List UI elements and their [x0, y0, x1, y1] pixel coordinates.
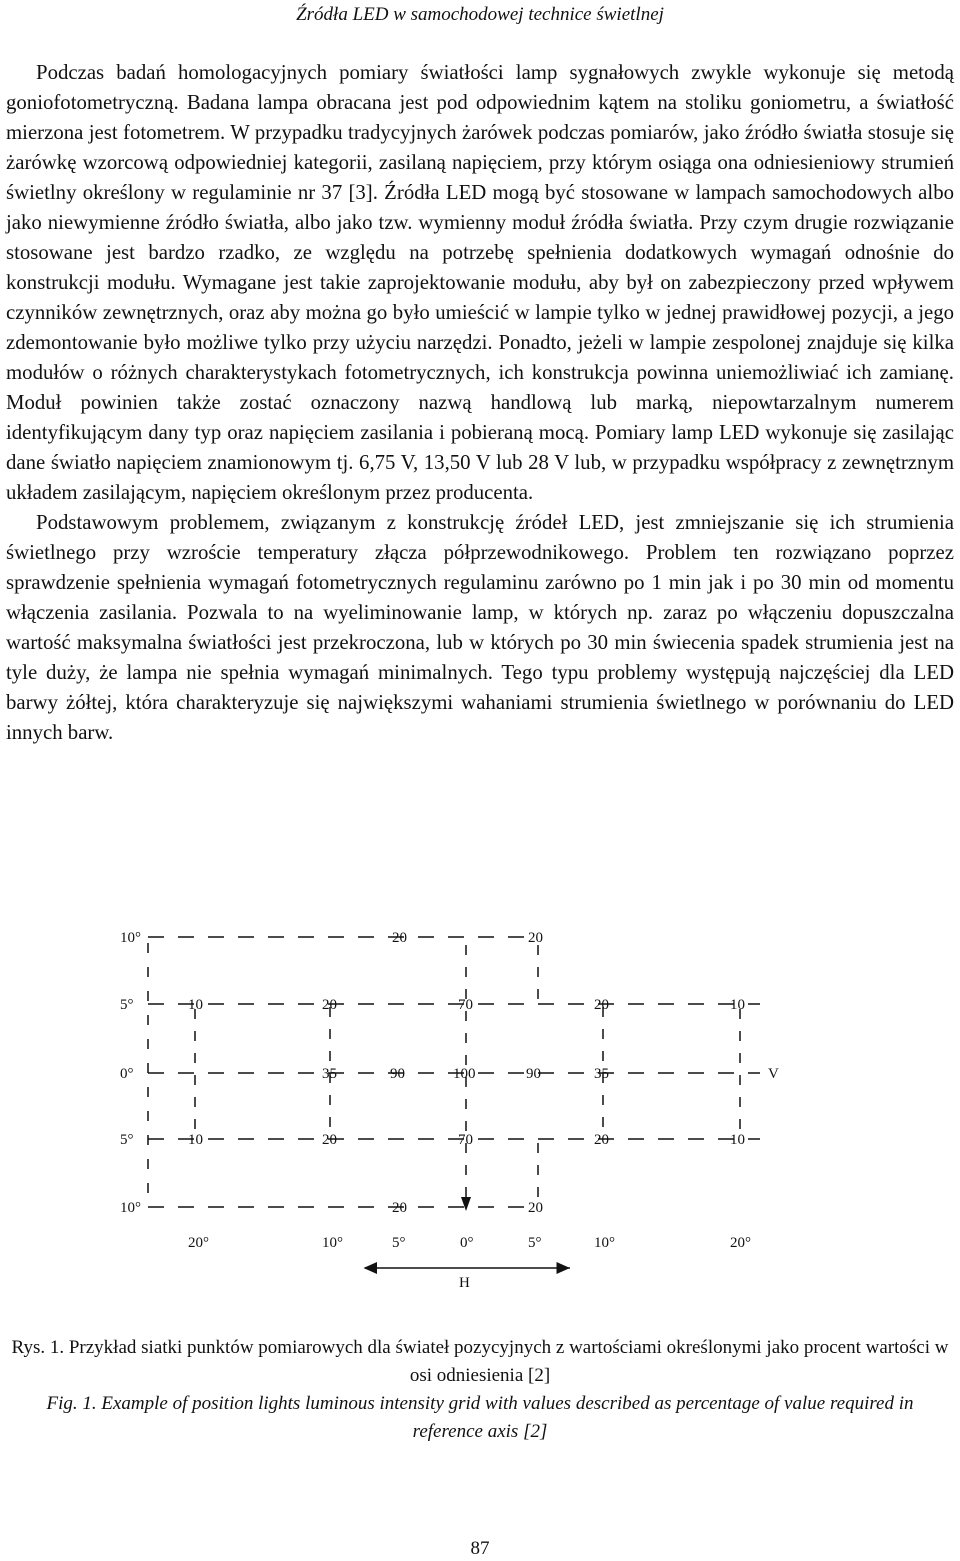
caption-polish: Rys. 1. Przykład siatki punktów pomiarowych dla świateł pozycyjnych z wartościami określonymi jako procent wartości w osi odniesienia [2]	[11, 1337, 949, 1386]
grid-value: 10	[188, 1132, 203, 1148]
v-axis-arrowhead	[461, 1197, 471, 1211]
paragraph-1: Podczas badań homologacyjnych pomiary światłości lamp sygnałowych zwykle wykonuje się metodą goniofotometryczną. Badana lampa obracana jest pod odpowiednim kątem na stoliku goniometru, a światłość mierzona jest fotometrem. W przypadku tradycyjnych żarówek podczas pomiarów, jako źródło światła stosuje się żarówkę wzorcową odpowiedniej kategorii, zasilaną napięciem, przy którym osiąga ona odniesieniowy strumień świetlny określony w regulaminie nr 37 [3]. Źródła LED mogą być stosowane w lampach samochodowych albo jako niewymienne źródło światła, albo jako tzw. wymienny moduł źródła światła. Przy czym drugie rozwiązanie stosowane jest bardzo rzadko, ze względu na potrzebę spełnienia dodatkowych wymagań odnośnie do konstrukcji modułu. Wymagane jest takie zaprojektowanie modułu, aby był on zabezpieczony przed wpływem czynników zewnętrznych, oraz aby można go było umieścić w lampie tylko w jednej prawidłowej pozycji, a jego zdemontowanie było możliwe tylko przy użyciu narzędzi. Ponadto, jeżeli w lampie zespolonej znajduje się kilka modułów o różnych charakterystykach fotometrycznych, ich konstrukcja powinna uniemożliwiać ich zamianę. Moduł powinien także zostać oznaczony nazwą handlową lub marką, niepowtarzalnym numerem identyfikującym dany typ oraz napięciem zasilania i pobieraną mocą. Pomiary lamp LED wykonuje się zasilając dane światło napięciem znamionowym tj. 6,75 V, 13,50 V lub 28 V lub, w przypadku współpracy z zewnętrznym układem zasilającym, napięciem określonym przez producenta.	[6, 61, 954, 504]
grid-value: 100	[453, 1066, 476, 1082]
article-body	[6, 58, 954, 748]
h-axis-label: H	[459, 1275, 470, 1291]
paragraph-2: Podstawowym problemem, związanym z konstrukcję źródeł LED, jest zmniejszanie się ich strumienia świetlnego przy wzroście temperatury złącza półprzewodnikowego. Problem ten rozwiązano poprzez sprawdzenie spełnienia wymagań fotometrycznych regulaminu zarówno po 1 min jak i po 30 min od momentu włączenia zasilania. Pozwala to na wyeliminowanie lamp, w których np. zaraz po włączeniu dopuszczalna wartość maksymalna światłości jest przekroczona, lub w których po 30 min świecenia spadek strumienia jest na tyle duży, że lampa nie spełnia wymagań minimalnych. Tego typu problemy występują najczęściej dla LED barwy żółtej, która charakteryzuje się największymi wahaniami strumienia świetlnego w porównaniu do LED innych barw.	[6, 511, 954, 744]
grid-value: 70	[458, 1132, 473, 1148]
grid-value: 10	[730, 997, 745, 1013]
figure-captions	[0, 1334, 960, 1446]
row-label-0: 0°	[120, 1066, 134, 1082]
grid-value: 20	[322, 1132, 337, 1148]
grid-value: 10	[188, 997, 203, 1013]
grid-value: 20	[528, 930, 543, 946]
page-number: 87	[470, 1538, 490, 1559]
grid-value: 20	[392, 1200, 407, 1216]
col-label-right-5: 5°	[528, 1235, 542, 1251]
row-label-up-10: 10°	[120, 930, 141, 946]
col-label-left-20: 20°	[188, 1235, 209, 1251]
grid-value: 90	[526, 1066, 541, 1082]
measurement-grid-svg	[0, 915, 960, 1295]
grid-value: 20	[322, 997, 337, 1013]
running-header: Źródła LED w samochodowej technice świetlnej	[296, 4, 664, 25]
grid-value: 20	[392, 930, 407, 946]
v-axis-label: V	[768, 1066, 779, 1082]
col-label-right-10: 10°	[594, 1235, 615, 1251]
col-label-left-10: 10°	[322, 1235, 343, 1251]
row-label-up-5: 5°	[120, 997, 134, 1013]
grid-value: 90	[390, 1066, 405, 1082]
grid-value: 35	[322, 1066, 337, 1082]
grid-value: 20	[594, 1132, 609, 1148]
col-label-right-20: 20°	[730, 1235, 751, 1251]
row-label-down-5: 5°	[120, 1132, 134, 1148]
grid-value: 70	[458, 997, 473, 1013]
grid-value: 20	[594, 997, 609, 1013]
measurement-grid-figure	[0, 915, 960, 1295]
grid-value: 35	[594, 1066, 609, 1082]
caption-english: Fig. 1. Example of position lights luminous intensity grid with values described as percentage of value required in reference axis [2]	[46, 1393, 914, 1442]
col-label-0: 0°	[460, 1235, 474, 1251]
col-label-left-5: 5°	[392, 1235, 406, 1251]
grid-value: 20	[528, 1200, 543, 1216]
row-label-down-10: 10°	[120, 1200, 141, 1216]
grid-value: 10	[730, 1132, 745, 1148]
